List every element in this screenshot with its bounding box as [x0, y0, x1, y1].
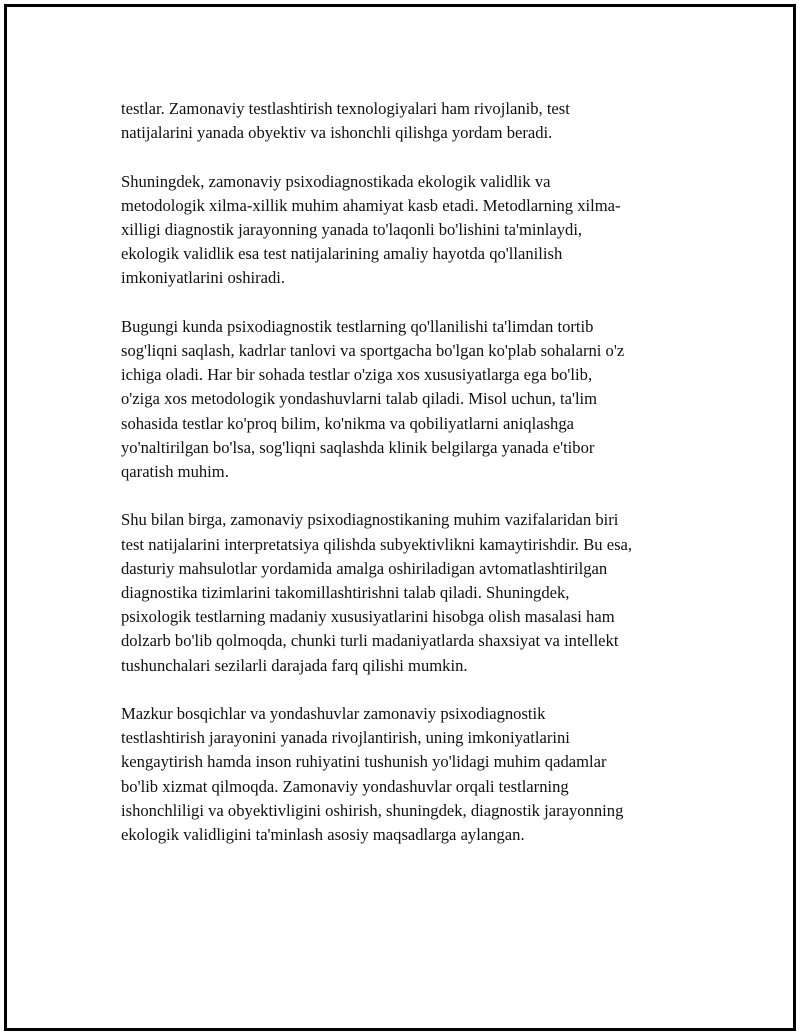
page-frame [4, 4, 796, 1031]
paragraph-1: testlar. Zamonaviy testlashtirish texnologiyalari ham rivojlanib, test natijalarini yanada obyektiv va ishonchli qilishga yordam beradi. [121, 99, 570, 143]
paragraph-2: Shuningdek, zamonaviy psixodiagnostikada ekologik validlik va metodologik xilma-xillik muhim ahamiyat kasb etadi. Metodlarning xilma- xilligi diagnostik jarayonning yanada to'laqonli bo'lishini ta'minlaydi, ekologik validlik esa test natijalarining amaliy hayotda qo'llanilish imkoniyatlarini oshiradi. [121, 171, 621, 288]
paragraph-5: Mazkur bosqichlar va yondashuvlar zamonaviy psixodiagnostik testlashtirish jarayonini yanada rivojlantirish, uning imkoniyatlarini kengaytirish hamda inson ruhiyatini tushunish yo'lidagi muhim qadamlar bo'lib xizmat qilmoqda. Zamonaviy yondashuvlar orqali testlarning ishonchliligi va obyektivligini oshirish, shuningdek, diagnostik jarayonning ekologik validligini ta'minlash asosiy maqsadlarga aylangan. [121, 704, 624, 845]
document-body [121, 97, 701, 871]
paragraph-3: Bugungi kunda psixodiagnostik testlarning qo'llanilishi ta'limdan tortib sog'liqni saqlash, kadrlar tanlovi va sportgacha bo'lgan ko'plab sohalarni o'z ichiga oladi. Har bir sohada testlar o'ziga xos xususiyatlarga ega bo'lib, o'ziga xos metodologik yondashuvlarni talab qiladi. Misol uchun, ta'lim sohasida testlar ko'proq bilim, ko'nikma va qobiliyatlarni aniqlashga yo'naltirilgan bo'lsa, sog'liqni saqlashda klinik belgilarga yanada e'tibor qaratish muhim. [121, 316, 625, 482]
paragraph-4: Shu bilan birga, zamonaviy psixodiagnostikaning muhim vazifalaridan biri test natijalarini interpretatsiya qilishda subyektivlikni kamaytirishdir. Bu esa, dasturiy mahsulotlar yordamida amalga oshiriladigan avtomatlashtirilgan diagnostika tizimlarini takomillashtirishni talab qiladi. Shuningdek, psixologik testlarning madaniy xususiyatlarini hisobga olish masalasi ham dolzarb bo'lib qolmoqda, chunki turli madaniyatlarda shaxsiyat va intellekt tushunchalari sezilarli darajada farq qilishi mumkin. [121, 510, 633, 675]
